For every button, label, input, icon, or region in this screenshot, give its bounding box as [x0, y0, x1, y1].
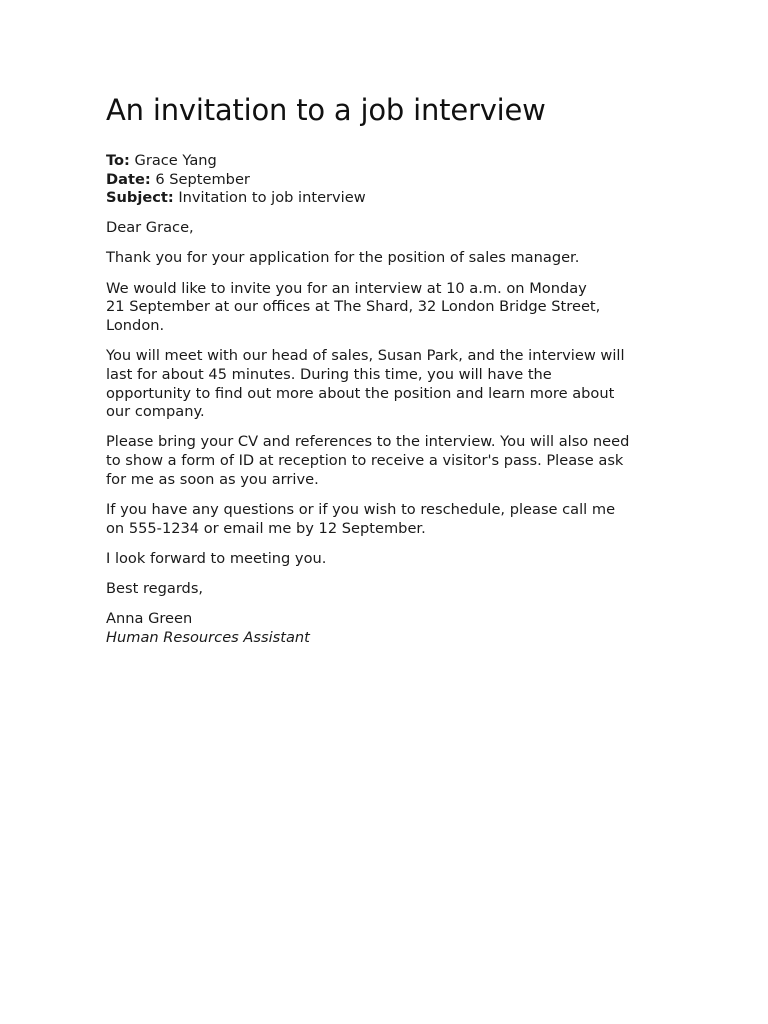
paragraph-line: opportunity to find out more about the position and learn more about [106, 384, 615, 402]
paragraph-line: 21 September at our offices at The Shard, 32 London Bridge Street, [106, 298, 601, 316]
closing: Best regards, [106, 580, 204, 598]
paragraph-line: You will meet with our head of sales, Susan Park, and the interview will [106, 347, 625, 365]
greeting: Dear Grace, [106, 219, 194, 237]
letter-page [106, 92, 666, 648]
to-value: Grace Yang [134, 152, 217, 169]
signature-role: Human Resources Assistant [106, 629, 310, 647]
paragraph-meeting [106, 347, 666, 422]
paragraph-thanks: Thank you for your application for the position of sales manager. [106, 249, 580, 267]
date-value: 6 September [155, 170, 250, 188]
date-line [106, 171, 666, 190]
signature-block [106, 610, 666, 647]
paragraph-invite [106, 280, 666, 336]
page-title: An invitation to a job interview [106, 93, 546, 127]
paragraph-line: on 555-1234 or email me by 12 September. [106, 519, 426, 537]
paragraph-questions [106, 501, 666, 538]
date-label: Date: [106, 170, 151, 188]
paragraph-line: for me as soon as you arrive. [106, 470, 319, 488]
subject-value: Invitation to job interview [178, 189, 366, 207]
paragraph-line: Please bring your CV and references to the interview. You will also need [106, 433, 630, 451]
letter-header [106, 152, 666, 208]
to-label: To: [106, 152, 130, 169]
to-line [106, 152, 666, 171]
paragraph-line: We would like to invite you for an interview at 10 a.m. on Monday [106, 279, 587, 297]
paragraph-look-forward: I look forward to meeting you. [106, 549, 327, 567]
paragraph-line: London. [106, 316, 165, 334]
paragraph-bring [106, 433, 666, 489]
signature-name: Anna Green [106, 610, 193, 628]
paragraph-line: our company. [106, 403, 205, 421]
paragraph-line: to show a form of ID at reception to receive a visitor's pass. Please ask [106, 452, 624, 470]
paragraph-line: If you have any questions or if you wish to reschedule, please call me [106, 501, 616, 519]
subject-label: Subject: [106, 189, 174, 207]
subject-line [106, 189, 666, 208]
paragraph-line: last for about 45 minutes. During this time, you will have the [106, 365, 552, 383]
